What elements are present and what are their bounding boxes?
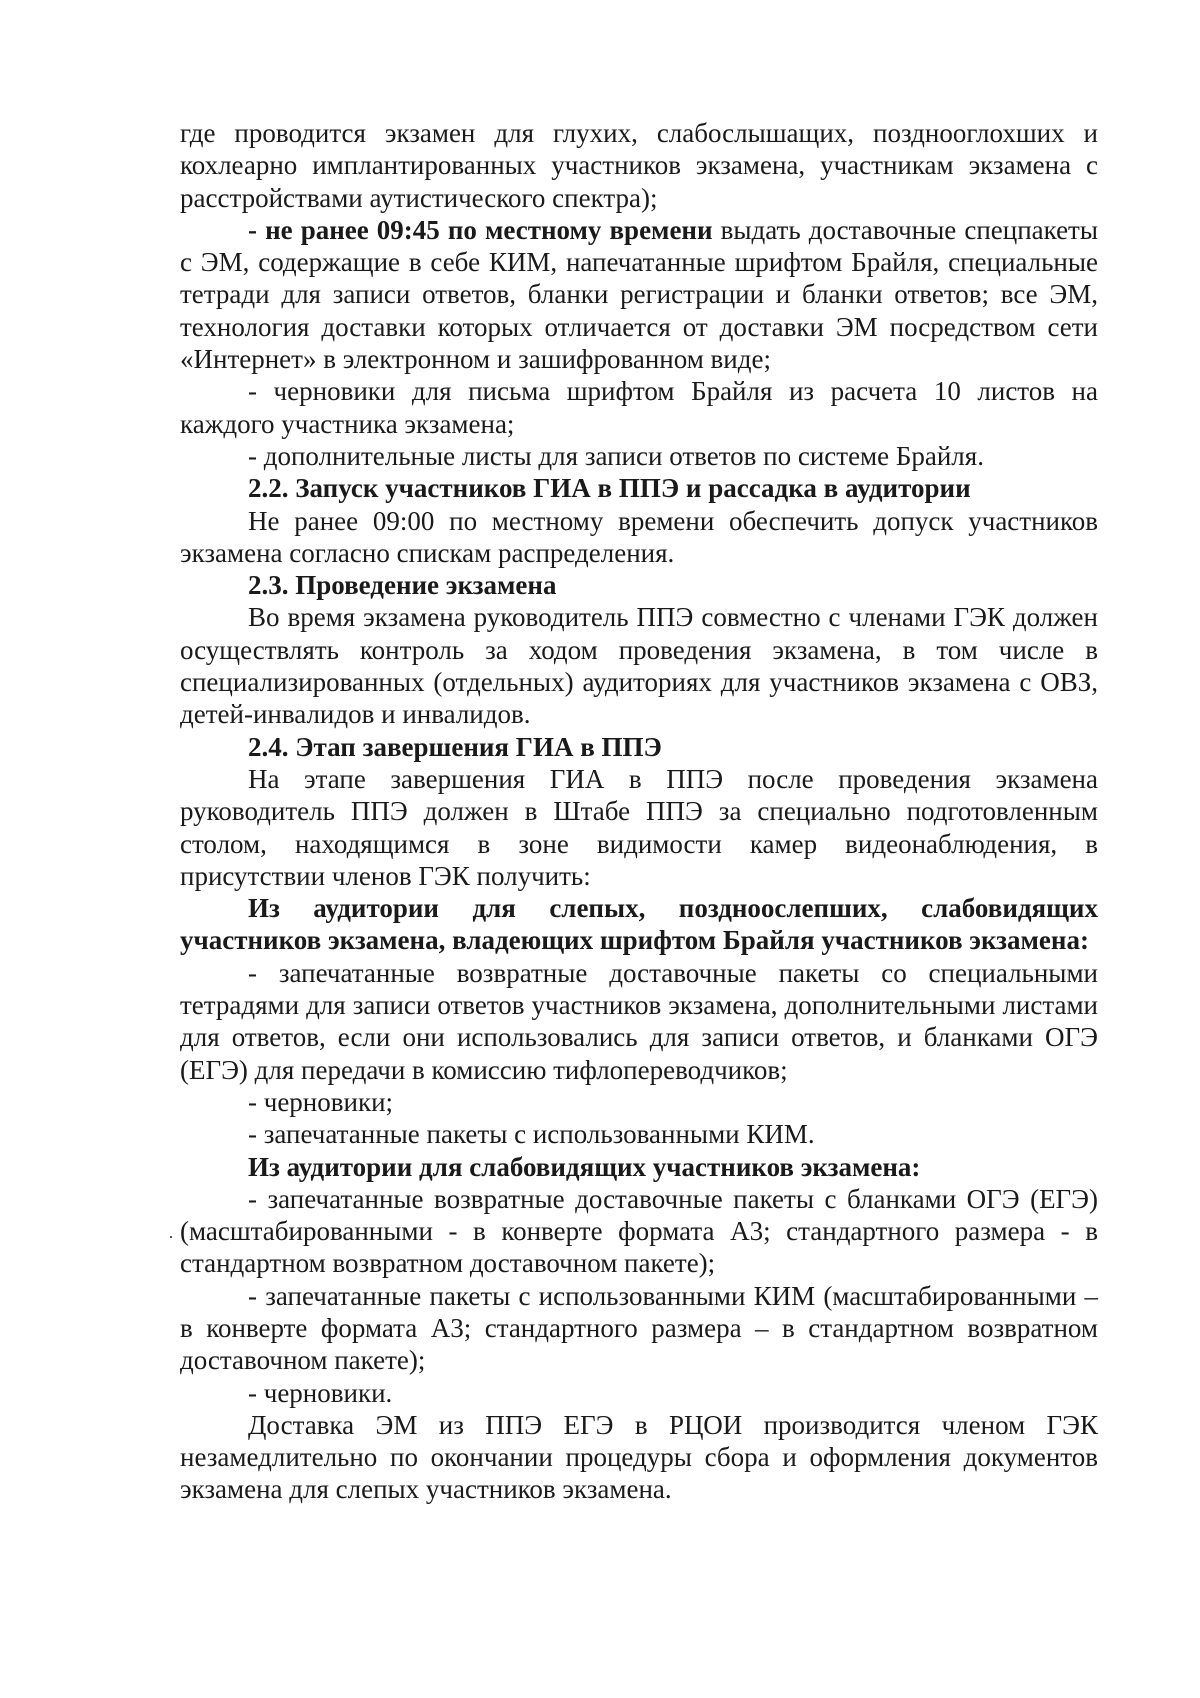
paragraph-drafts-2: - черновики. <box>248 1377 393 1408</box>
paragraph-issue-materials <box>180 214 1098 375</box>
section-heading-2-3: 2.3. Проведение экзамена <box>248 570 557 601</box>
paragraph-completion-stage: На этапе завершения ГИА в ППЭ после проведения экзамена руководитель ППЭ должен в Штабе ППЭ за специально подготовленным столом, находящимся в зоне видимости камер видеонаблюдения, в присутствии членов ГЭК получить: <box>180 763 1098 891</box>
subheading-blind-auditorium: Из аудитории для слепых, поздноослепших, слабовидящих участников экзамена, владеющих шрифтом Брайля участников экзамена: <box>180 893 1098 956</box>
paragraph-issue-materials-text: выдать доставочные спецпакеты с ЭМ, содержащие в себе КИМ, напечатанные шрифтом Брайля, специальные тетради для записи ответов, бланки регистрации и бланки ответов; все ЭМ, технология доставки которых отличается от доставки ЭМ посредством сети «Интернет» в электронном и зашифрованном виде; <box>180 214 1098 375</box>
paragraph-return-packages: - запечатанные возвратные доставочные пакеты со специальными тетрадями для записи ответов участников экзамена, дополнительными листами для ответов, если они использовались для записи ответов, и бланками ОГЭ (ЕГЭ) для передачи в комиссию тифлопереводчиков; <box>180 957 1098 1085</box>
scan-speck <box>170 1236 172 1238</box>
paragraph-delivery: Доставка ЭМ из ППЭ ЕГЭ в РЦОИ производится членом ГЭК незамедлительно по окончании процедуры сбора и оформления документов экзамена для слепых участников экзамена. <box>180 1409 1098 1505</box>
time-requirement-bold: - не ранее 09:45 по местному времени <box>248 214 713 245</box>
paragraph-scaled-forms: - запечатанные возвратные доставочные пакеты с бланками ОГЭ (ЕГЭ) (масштабированными - в конверте формата А3; стандартного размера - в стандартном возвратном доставочном пакете); <box>180 1183 1098 1279</box>
paragraph-drafts-1: - черновики; <box>248 1086 394 1117</box>
document-body <box>180 117 1098 1506</box>
paragraph-sealed-kim-2: - запечатанные пакеты с использованными КИМ (масштабированными – в конверте формата А3; стандартного размера – в стандартном возвратном доставочном пакете); <box>180 1280 1098 1376</box>
paragraph-braille-drafts: - черновики для письма шрифтом Брайля из расчета 10 листов на каждого участника экзамена; <box>180 376 1098 439</box>
section-heading-2-4: 2.4. Этап завершения ГИА в ППЭ <box>248 731 662 762</box>
paragraph-extra-sheets: - дополнительные листы для записи ответов по системе Брайля. <box>248 440 984 471</box>
paragraph-continuation: где проводится экзамен для глухих, слабослышащих, позднооглохших и кохлеарно имплантированных участников экзамена, участникам экзамена с расстройствами аутистического спектра); <box>180 118 1098 213</box>
paragraph-sealed-kim-1: - запечатанные пакеты с использованными КИМ. <box>248 1119 815 1150</box>
paragraph-exam-control: Во время экзамена руководитель ППЭ совместно с членами ГЭК должен осуществлять контроль за ходом проведения экзамена, в том числе в специализированных (отдельных) аудиториях для участников экзамена с ОВЗ, детей-инвалидов и инвалидов. <box>180 602 1098 730</box>
section-heading-2-2: 2.2. Запуск участников ГИА в ППЭ и рассадка в аудитории <box>248 473 971 504</box>
subheading-low-vision-auditorium: Из аудитории для слабовидящих участников экзамена: <box>248 1151 921 1182</box>
paragraph-admission: Не ранее 09:00 по местному времени обеспечить допуск участников экзамена согласно спискам распределения. <box>180 505 1098 568</box>
